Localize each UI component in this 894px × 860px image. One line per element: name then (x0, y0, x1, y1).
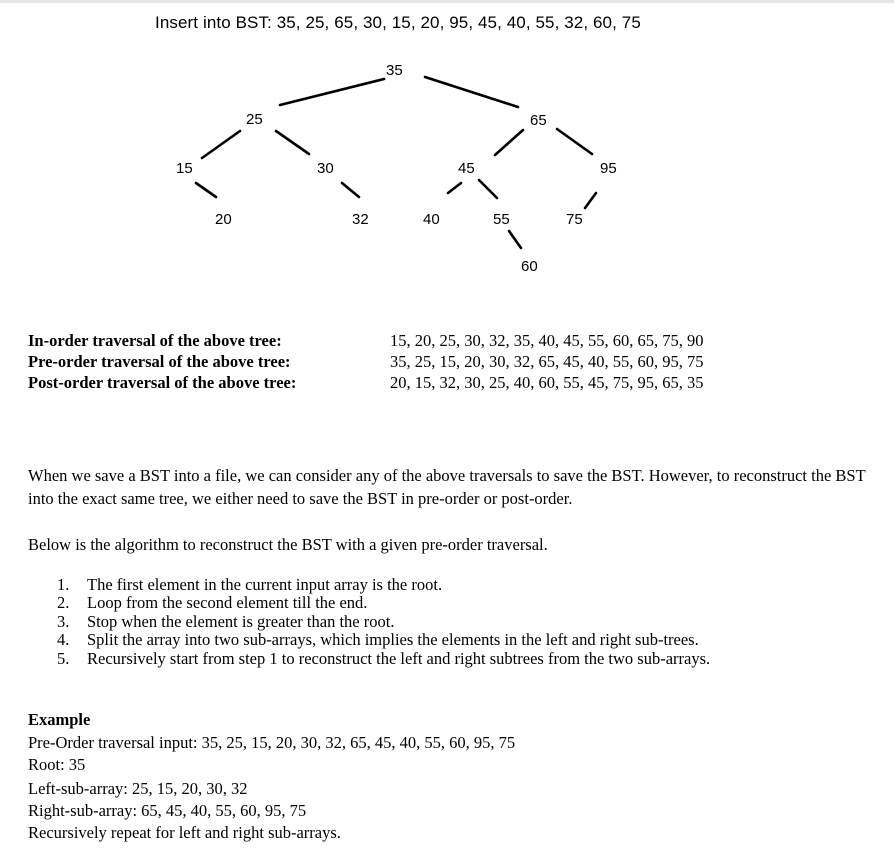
example-preorder: Pre-Order traversal input: 35, 25, 15, 20, 30, 32, 65, 45, 40, 55, 60, 95, 75 (28, 733, 516, 752)
edge-35-65 (425, 77, 518, 107)
algorithm-step (57, 594, 710, 612)
example-heading: Example (28, 710, 91, 729)
node-95: 95 (600, 160, 617, 177)
page-title: Insert into BST: 35, 25, 65, 30, 15, 20, 95, 45, 40, 55, 32, 60, 75 (155, 13, 641, 32)
node-55: 55 (493, 211, 510, 228)
postorder-label: Post-order traversal of the above tree: (28, 373, 297, 392)
edge-30-32 (342, 183, 359, 197)
step-number: 3. (57, 611, 70, 631)
node-40: 40 (423, 211, 440, 228)
node-65: 65 (530, 112, 547, 129)
step-text: Recursively start from step 1 to reconstruct the left and right subtrees from the two sub-arrays. (87, 648, 711, 668)
step-text: Loop from the second element till the end. (87, 593, 368, 613)
algorithm-steps (57, 576, 710, 668)
edge-15-20 (196, 183, 216, 197)
inorder-value: 15, 20, 25, 30, 32, 35, 40, 45, 55, 60, 65, 75, 90 (390, 331, 704, 350)
edge-35-25 (280, 79, 384, 105)
example-left-subarray: Left-sub-array: 25, 15, 20, 30, 32 (28, 779, 248, 798)
edge-45-40 (448, 183, 461, 193)
algorithm-intro: Below is the algorithm to reconstruct the BST with a given pre-order traversal. (28, 535, 548, 554)
inorder-label: In-order traversal of the above tree: (28, 331, 282, 350)
save-bst-paragraph: When we save a BST into a file, we can consider any of the above traversals to save the BST. However, to reconstruct the BST into the exact same tree, we either need to save the BST in pre-order or post-order. (28, 466, 866, 508)
node-15: 15 (176, 160, 193, 177)
algorithm-step (57, 613, 710, 631)
node-75: 75 (566, 211, 583, 228)
bst-diagram (0, 0, 894, 300)
example-recurse: Recursively repeat for left and right sub-arrays. (28, 823, 341, 842)
step-text: The first element in the current input array is the root. (87, 575, 443, 594)
algorithm-step (57, 576, 710, 594)
step-number: 5. (57, 648, 70, 668)
example-right-subarray: Right-sub-array: 65, 45, 40, 55, 60, 95, 75 (28, 801, 307, 820)
step-number: 1. (57, 575, 70, 594)
postorder-value: 20, 15, 32, 30, 25, 40, 60, 55, 45, 75, 95, 65, 35 (390, 373, 704, 392)
edge-65-45 (495, 130, 523, 155)
step-text: Split the array into two sub-arrays, which implies the elements in the left and right sub-trees. (87, 630, 699, 650)
example-root: Root: 35 (28, 755, 86, 774)
edge-45-55 (479, 180, 497, 198)
edge-55-60 (509, 231, 521, 248)
node-25: 25 (246, 111, 263, 128)
node-45: 45 (458, 160, 475, 177)
edge-25-30 (276, 131, 309, 154)
preorder-label: Pre-order traversal of the above tree: (28, 352, 291, 371)
node-20: 20 (215, 211, 232, 228)
node-60: 60 (521, 258, 538, 275)
step-number: 4. (57, 630, 70, 650)
algorithm-step (57, 631, 710, 649)
node-35: 35 (386, 62, 403, 79)
edge-25-15 (202, 131, 240, 158)
node-30: 30 (317, 160, 334, 177)
edge-65-95 (557, 129, 592, 154)
step-text: Stop when the element is greater than the root. (87, 611, 395, 631)
node-32: 32 (352, 211, 369, 228)
algorithm-step (57, 650, 710, 668)
edge-95-75 (585, 193, 596, 208)
step-number: 2. (57, 593, 70, 613)
preorder-value: 35, 25, 15, 20, 30, 32, 65, 45, 40, 55, 60, 95, 75 (390, 352, 704, 371)
